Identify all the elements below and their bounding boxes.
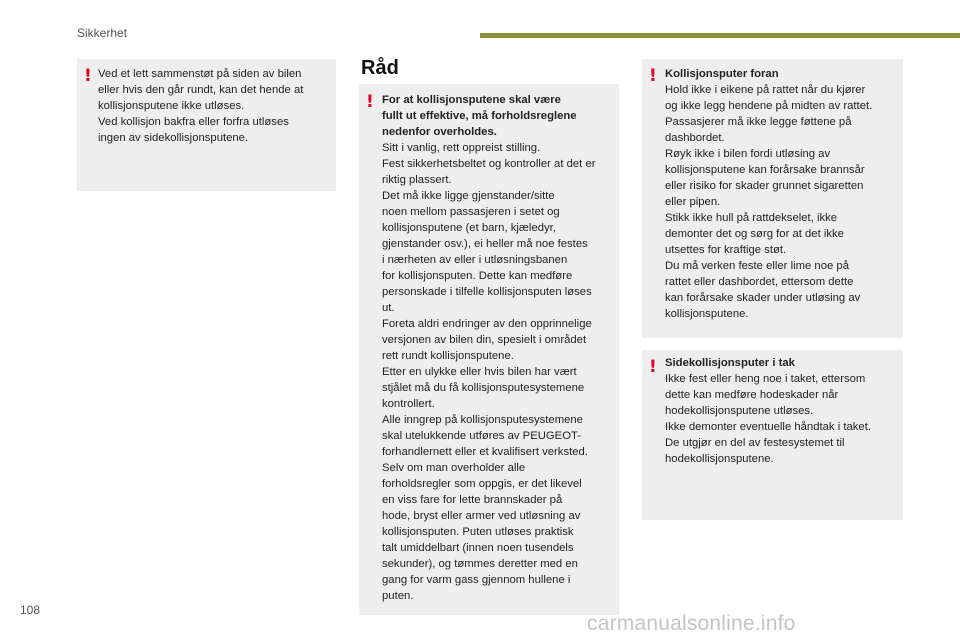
note-line: versjonen av bilen din, spesielt i området bbox=[382, 334, 587, 346]
note-heading-line: Sidekollisjonsputer i tak bbox=[665, 357, 795, 369]
note-line: Hold ikke i eikene på rattet når du kjører bbox=[665, 84, 866, 96]
note-line: eller hvis den går rundt, kan det hende at bbox=[98, 84, 304, 96]
note-line: Stikk ikke hull på rattdekselet, ikke bbox=[665, 212, 838, 224]
note-heading-line: For at kollisjonsputene skal være bbox=[382, 94, 561, 106]
note-line: kollisjonsputene ikke utløses. bbox=[98, 100, 245, 112]
note-line: Alle inngrep på kollisjonsputesystemene bbox=[382, 414, 583, 426]
note-line: stjålet må du få kollisjonsputesystemene bbox=[382, 382, 585, 394]
note-box-precautions bbox=[359, 84, 619, 615]
note-line: for kollisjonsputen. Dette kan medføre bbox=[382, 270, 573, 282]
note-line: kan forårsake skader under utløsing av bbox=[665, 292, 861, 304]
note-line: ingen av sidekollisjonsputene. bbox=[98, 132, 249, 144]
note-line: kollisjonsputen. Puten utløses praktisk bbox=[382, 526, 574, 538]
note-line: en viss fare for lette brannskader på bbox=[382, 494, 563, 506]
note-line: hodekollisjonsputene. bbox=[665, 453, 774, 465]
note-line: hode, bryst eller armer ved utløsning av bbox=[382, 510, 581, 522]
note-text bbox=[98, 66, 303, 146]
note-line: kontrollert. bbox=[382, 398, 435, 410]
note-heading-line: Kollisjonsputer foran bbox=[665, 68, 779, 80]
note-line: utsettes for kraftige støt. bbox=[665, 244, 787, 256]
note-text bbox=[382, 92, 596, 604]
note-line: demonter det og sørg for at det ikke bbox=[665, 228, 844, 240]
note-line: riktig plassert. bbox=[382, 174, 452, 186]
note-line: kollisjonsputene (et barn, kjæledyr, bbox=[382, 222, 556, 234]
note-line: Det må ikke ligge gjenstander/sitte bbox=[382, 190, 555, 202]
note-line: Ikke demonter eventuelle håndtak i taket. bbox=[665, 421, 871, 433]
note-line: i nærheten av eller i utløsningsbanen bbox=[382, 254, 568, 266]
note-line: eller risiko for skader grunnet sigaretten bbox=[665, 180, 864, 192]
note-line: eller pipen. bbox=[665, 196, 721, 208]
warning-icon: ! bbox=[84, 66, 92, 86]
note-line: sekunder), og tømmes deretter med en bbox=[382, 558, 578, 570]
note-line: De utgjør en del av festesystemet til bbox=[665, 437, 845, 449]
warning-icon: ! bbox=[649, 66, 657, 86]
note-line: rett rundt kollisjonsputene. bbox=[382, 350, 514, 362]
note-line: Ved kollisjon bakfra eller forfra utløses bbox=[98, 116, 289, 128]
note-line: ut. bbox=[382, 302, 395, 314]
note-line: dette kan medføre hodeskader når bbox=[665, 389, 839, 401]
note-line: Sitt i vanlig, rett oppreist stilling. bbox=[382, 142, 541, 154]
note-line: kollisjonsputene kan forårsake brannsår bbox=[665, 164, 865, 176]
note-line: gjenstander osv.), ei heller må noe festes bbox=[382, 238, 588, 250]
note-line: Fest sikkerhetsbeltet og kontroller at det er bbox=[382, 158, 596, 170]
note-heading-line: nedenfor overholdes. bbox=[382, 126, 497, 138]
note-line: rattet eller dashbordet, ettersom dette bbox=[665, 276, 854, 288]
note-line: og ikke legg hendene på midten av rattet. bbox=[665, 100, 873, 112]
warning-icon: ! bbox=[649, 357, 657, 377]
note-line: forhandlernett eller et kvalifisert verksted. bbox=[382, 446, 588, 458]
section-label: Sikkerhet bbox=[77, 26, 128, 40]
note-line: dashbordet. bbox=[665, 132, 725, 144]
page-heading: Råd bbox=[361, 57, 399, 79]
note-line: Etter en ulykke eller hvis bilen har vært bbox=[382, 366, 577, 378]
note-line: Ved et lett sammenstøt på siden av bilen bbox=[98, 68, 302, 80]
page-number: 108 bbox=[20, 603, 41, 617]
note-line: skal utelukkende utføres av PEUGEOT- bbox=[382, 430, 582, 442]
note-line: personskade i tilfelle kollisjonsputen løses bbox=[382, 286, 592, 298]
note-line: Røyk ikke i bilen fordi utløsing av bbox=[665, 148, 831, 160]
note-line: hodekollisjonsputene utløses. bbox=[665, 405, 814, 417]
note-box-side-impact bbox=[77, 59, 336, 191]
note-text bbox=[665, 66, 872, 322]
note-line: Du må verken feste eller lime noe på bbox=[665, 260, 849, 272]
note-line: forholdsregler som oppgis, er det likevel bbox=[382, 478, 582, 490]
note-line: noen mellom passasjeren i setet og bbox=[382, 206, 560, 218]
note-line: Ikke fest eller heng noe i taket, ettersom bbox=[665, 373, 866, 385]
note-line: Selv om man overholder alle bbox=[382, 462, 526, 474]
note-text bbox=[665, 355, 871, 467]
note-line: gang for varm gass gjennom hullene i bbox=[382, 574, 571, 586]
watermark: carmanualsonline.info bbox=[587, 612, 796, 635]
note-line: kollisjonsputene. bbox=[665, 308, 749, 320]
note-box-front-airbags bbox=[642, 59, 903, 338]
note-line: talt umiddelbart (innen noen tusendels bbox=[382, 542, 574, 554]
note-line: Passasjerer må ikke legge føttene på bbox=[665, 116, 852, 128]
note-box-curtain-airbags bbox=[642, 350, 903, 520]
note-line: puten. bbox=[382, 590, 414, 602]
warning-icon: ! bbox=[366, 92, 374, 112]
note-heading-line: fullt ut effektive, må forholdsreglene bbox=[382, 110, 577, 122]
header-accent-bar bbox=[480, 33, 960, 38]
note-line: Foreta aldri endringer av den opprinnelige bbox=[382, 318, 592, 330]
